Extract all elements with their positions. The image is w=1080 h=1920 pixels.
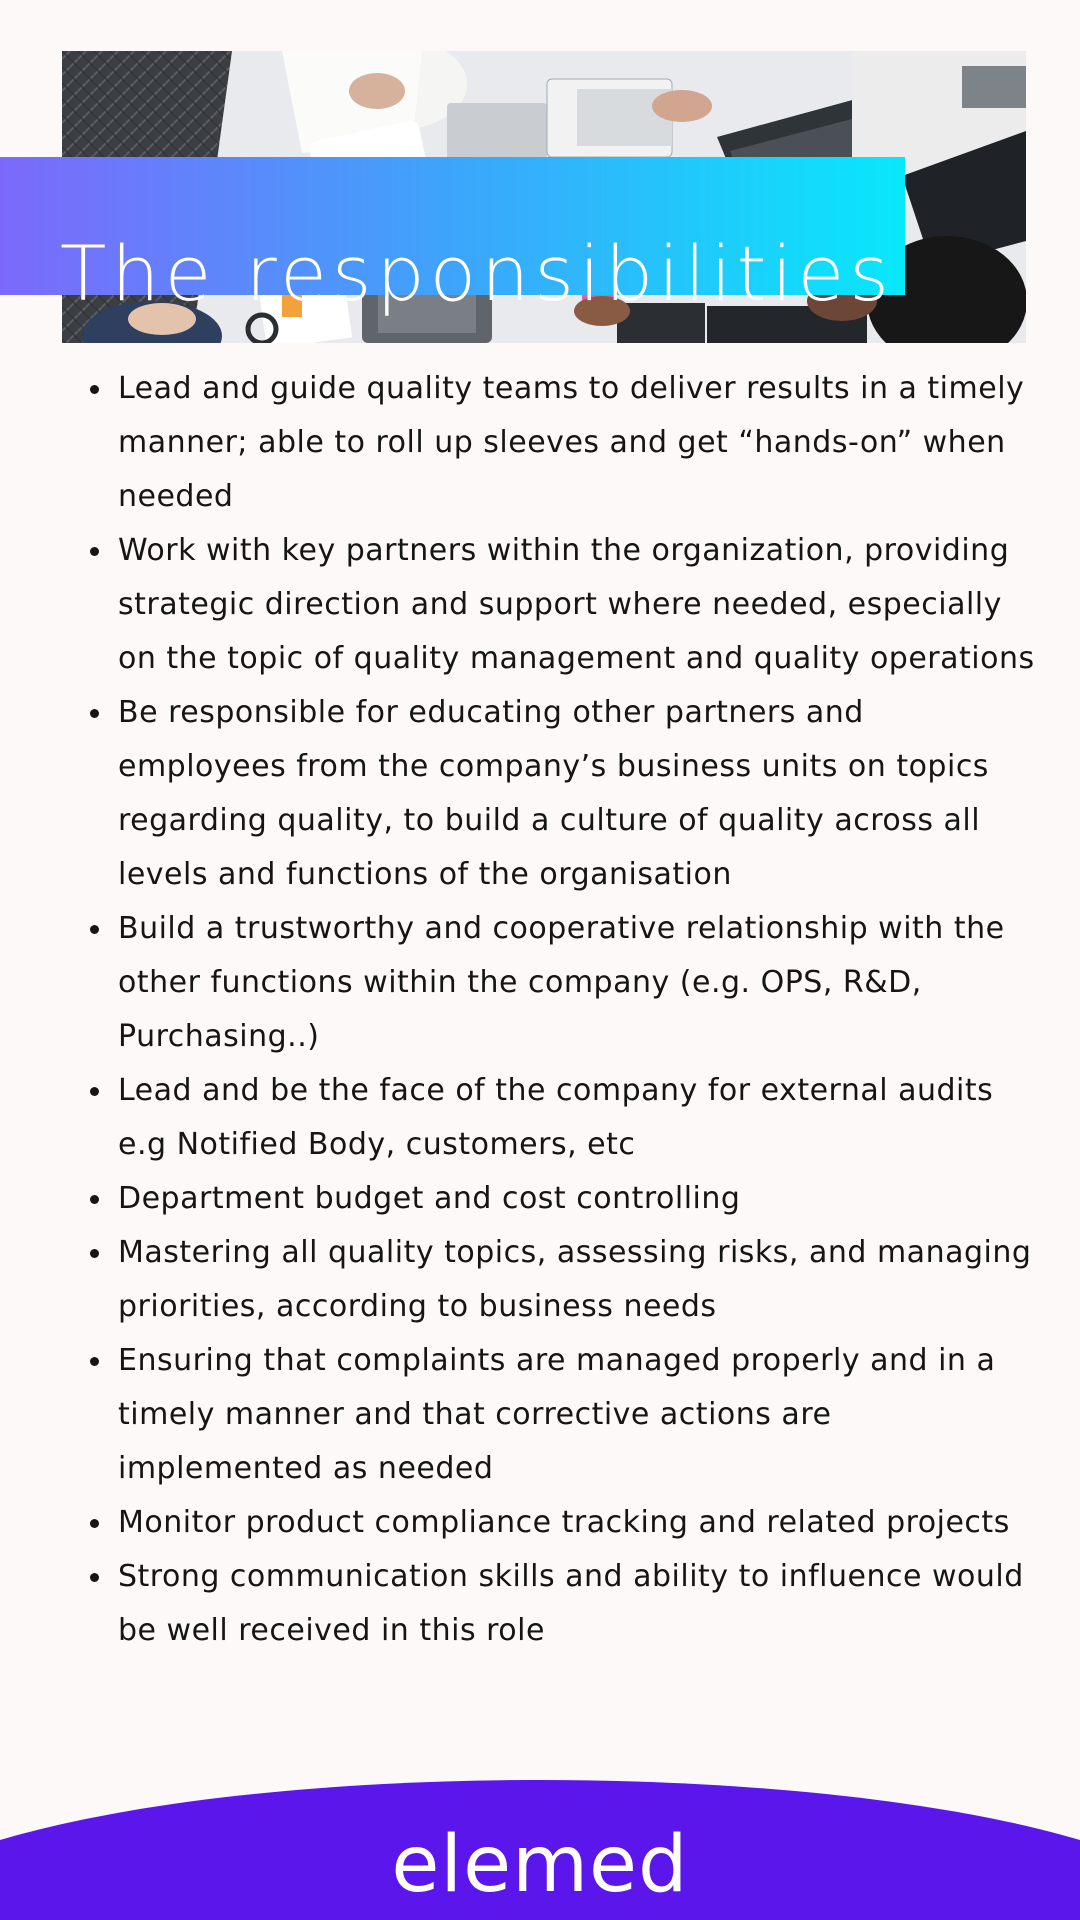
list-item: [80, 686, 1035, 902]
list-item: [80, 1064, 1035, 1172]
list-item-text: Department budget and cost controlling: [118, 1181, 741, 1216]
list-item-text: Lead and guide quality teams to deliver results in a timely manner; able to roll up sleeves and get “hands-on” when needed: [118, 371, 1025, 514]
list-item-text: Be responsible for educating other partners and employees from the company’s business units on topics regarding quality, to build a culture of quality across all levels and functions of the organisation: [118, 695, 989, 892]
list-item: [80, 1550, 1035, 1658]
list-item: [80, 524, 1035, 686]
bullet-icon: [90, 1519, 99, 1528]
page-title: The responsibilities: [60, 228, 894, 318]
list-item-text: Lead and be the face of the company for external audits e.g Notified Body, customers, etc: [118, 1073, 994, 1162]
elemed-logo: elemed: [391, 1820, 689, 1910]
list-item-text: Ensuring that complaints are managed properly and in a timely manner and that corrective actions are implemented as needed: [118, 1343, 996, 1486]
list-item: [80, 902, 1035, 1064]
list-item-text: Work with key partners within the organization, providing strategic direction and support where needed, especially on the topic of quality management and quality operations: [118, 533, 1035, 676]
list-item-text: Monitor product compliance tracking and related projects: [118, 1505, 1010, 1540]
list-item: [80, 1172, 1035, 1226]
bullet-icon: [90, 1573, 99, 1582]
bullet-icon: [90, 1357, 99, 1366]
list-item-text: Build a trustworthy and cooperative relationship with the other functions within the company (e.g. OPS, R&D, Purchasing..): [118, 911, 1005, 1054]
bullet-icon: [90, 385, 99, 394]
bullet-icon: [90, 709, 99, 718]
list-item: [80, 1334, 1035, 1496]
list-item: [80, 1496, 1035, 1550]
bullet-icon: [90, 1249, 99, 1258]
responsibilities-list: [80, 362, 1035, 1658]
bullet-icon: [90, 925, 99, 934]
list-item: [80, 362, 1035, 524]
bullet-icon: [90, 1087, 99, 1096]
bullet-icon: [90, 547, 99, 556]
list-item: [80, 1226, 1035, 1334]
list-item-text: Mastering all quality topics, assessing risks, and managing priorities, according to business needs: [118, 1235, 1032, 1324]
bullet-icon: [90, 1195, 99, 1204]
list-item-text: Strong communication skills and ability to influence would be well received in this role: [118, 1559, 1024, 1648]
